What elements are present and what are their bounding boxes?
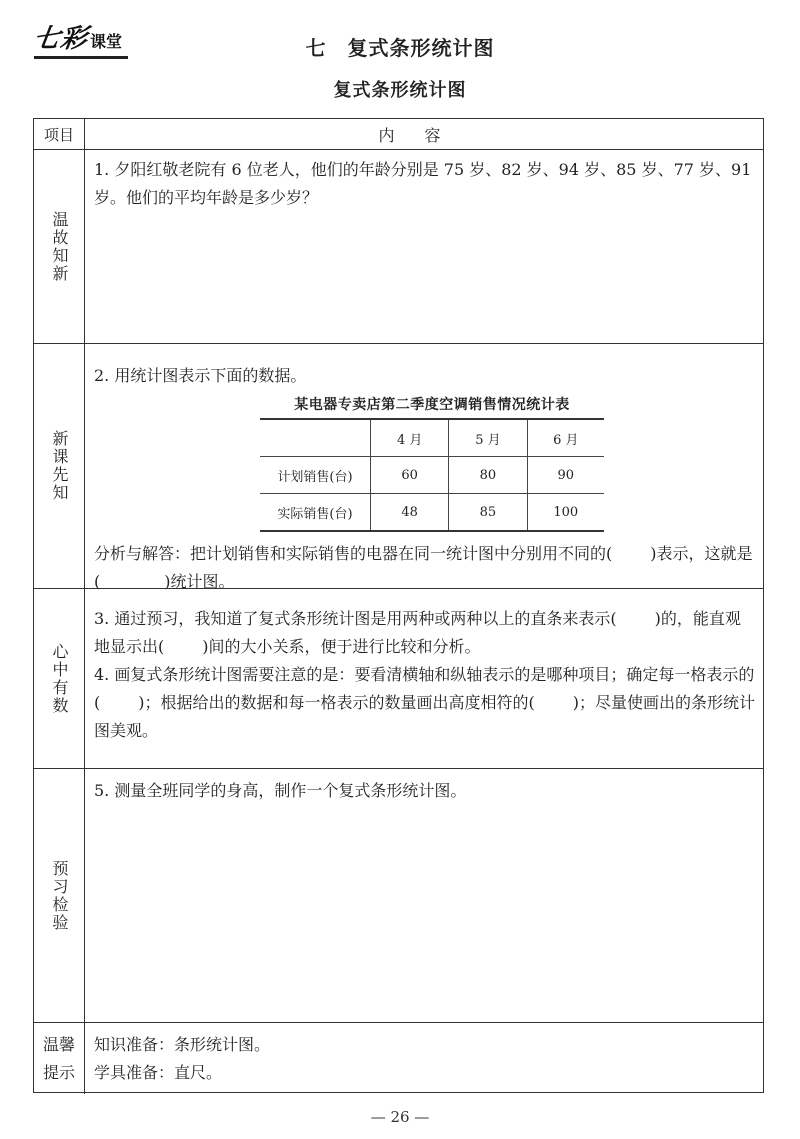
brand-mark: 七彩 [31, 24, 90, 54]
question-2: 2. 用统计图表示下面的数据。 [94, 366, 307, 385]
table-cell: 90 [527, 457, 604, 494]
answer-blank[interactable] [535, 689, 573, 717]
analysis-answer: 分析与解答：把计划销售和实际销售的电器在同一统计图中分别用不同的( )表示，这就是( )统计图。 [94, 540, 755, 596]
section-check [34, 768, 763, 1022]
brand-sub: 课堂 [90, 32, 123, 51]
table-header-row [34, 119, 763, 149]
table-cell: 6 月 [527, 419, 604, 457]
page-number: — 26 — [370, 1108, 430, 1126]
table-row [260, 419, 604, 457]
table-cell: 60 [371, 457, 449, 494]
table-cell: 80 [449, 457, 527, 494]
answer-blank[interactable] [617, 605, 655, 633]
answer-blank[interactable] [164, 633, 202, 661]
answer-blank[interactable] [100, 689, 138, 717]
section-review [34, 149, 763, 343]
table-cell: 85 [449, 494, 527, 532]
section-label: 温馨 提示 [42, 1034, 75, 1082]
table-cell [260, 419, 371, 457]
column-header-label: 项目 [34, 119, 85, 149]
sales-table-title: 某电器专卖店第二季度空调销售情况统计表 [294, 397, 570, 413]
table-row [260, 457, 604, 494]
section-understanding [34, 588, 763, 768]
page-title: 七 复式条形统计图 [305, 36, 495, 60]
section-label: 心中有数 [50, 642, 69, 715]
tip-knowledge: 知识准备：条形统计图。 [94, 1035, 271, 1054]
section-label: 预习检验 [50, 859, 69, 932]
question-5: 5. 测量全班同学的身高，制作一个复式条形统计图。 [94, 781, 467, 800]
section-label: 新课先知 [50, 430, 69, 502]
answer-blank[interactable] [612, 540, 650, 568]
column-header-content: 内容 [378, 125, 471, 145]
section-preview [34, 343, 763, 591]
table-cell: 5 月 [449, 419, 527, 457]
worksheet-table [33, 118, 764, 1093]
table-cell: 计划销售(台) [260, 457, 371, 494]
question-4: 4. 画复式条形统计图需要注意的是：要看清横轴和纵轴表示的是哪种项目；确定每一格表示的( )；根据给出的数据和每一格表示的数量画出高度相符的( )；尽量使画出的条形统计图美观。 [94, 665, 755, 740]
question-1: 1. 夕阳红敬老院有 6 位老人，他们的年龄分别是 75 岁、82 岁、94 岁、85 岁、77 岁、91 岁。他们的平均年龄是多少岁？ [94, 160, 752, 207]
table-cell: 4 月 [371, 419, 449, 457]
table-cell: 实际销售(台) [260, 494, 371, 532]
sales-table [260, 394, 604, 532]
section-label: 温故知新 [50, 210, 69, 283]
table-cell: 48 [371, 494, 449, 532]
page-subtitle: 复式条形统计图 [333, 80, 467, 101]
table-row [260, 494, 604, 532]
table-cell: 100 [527, 494, 604, 532]
section-tips [34, 1022, 763, 1094]
tip-tools: 学具准备：直尺。 [94, 1063, 223, 1082]
question-3: 3. 通过预习，我知道了复式条形统计图是用两种或两种以上的直条来表示( )的，能直观地显示出( )间的大小关系，便于进行比较和分析。 [94, 605, 755, 661]
